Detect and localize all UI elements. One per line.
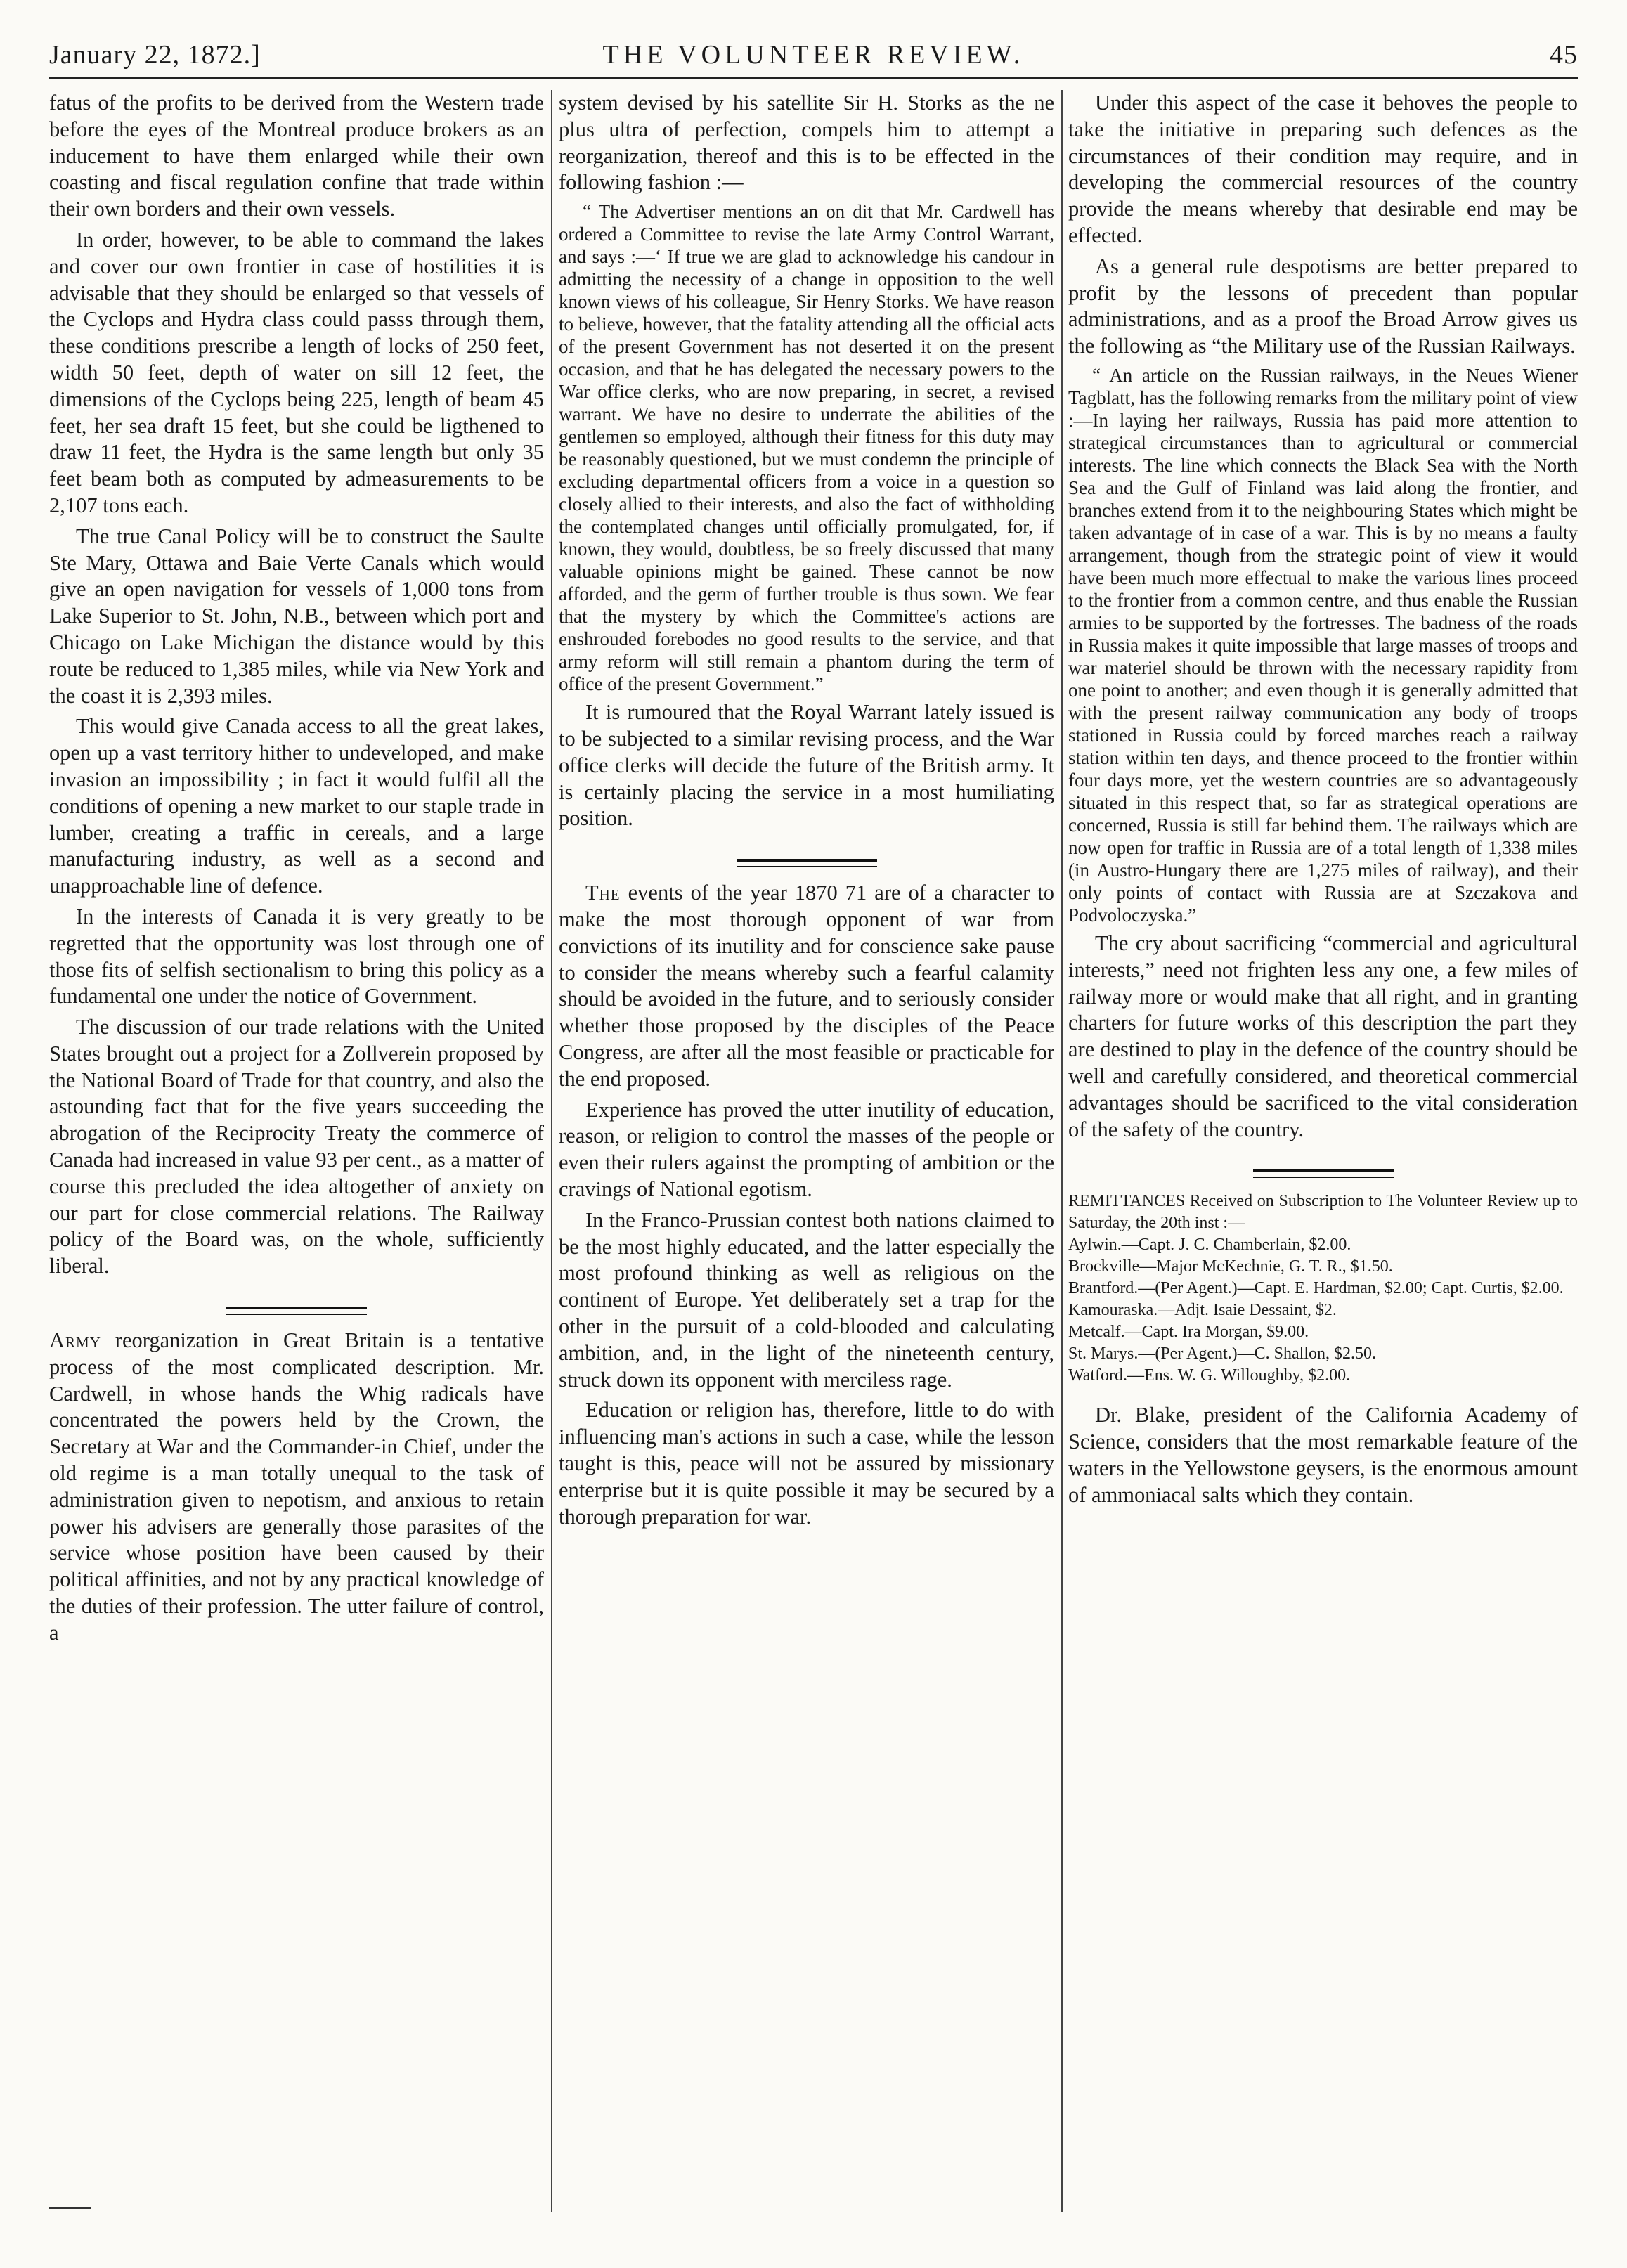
paragraph: It is rumoured that the Royal Warrant lately issued is to be subjected to a similar revising process, and the War office clerks will decide the future of the British army. It is certainly placing the service in a most humiliating position. <box>559 700 1054 831</box>
header-title: THE VOLUNTEER REVIEW. <box>602 40 1025 70</box>
paragraph: Dr. Blake, president of the California Academy of Science, considers that the most remarkable feature of the waters in the Yellowstone geysers, is the enormous amount of ammoniacal salts which they contain. <box>1068 1403 1578 1507</box>
paragraph: The discussion of our trade relations with the United States brought out a project for a Zollverein proposed by the National Board of Trade for that country, and also the astounding fact that for the five years succeeding the abrogation of the Reciprocity Treaty the commerce of Canada had increased in value 93 per cent., as a matter of course this precluded the idea altogether of anxiety on our part for close commercial relations. The Railway policy of the Board was, on the whole, sufficiently liberal. <box>49 1015 544 1278</box>
column-3 <box>1068 90 1578 2212</box>
paragraph: The cry about sacrificing “commercial and agricultural interests,” need not frighten less any one, a few miles of railway more or would make that all right, and in granting charters for future works of this description the part they are destined to play in the defence of the country should be well and carefully considered, and theoretical commercial advantages should be sacrificed to the vital consideration of the safety of the country. <box>1068 931 1578 1141</box>
header-page-number: 45 <box>1550 40 1578 70</box>
paragraph: This would give Canada access to all the great lakes, open up a vast territory hither to undeveloped, and make invasion an impossibility ; in fact it would fulfil all the conditions of opening a new market to our staple trade in lumber, creating a traffic in cereals, and a large manufacturing industry, as well as a second and unapproachable line of defence. <box>49 714 544 898</box>
bottom-rule <box>49 2207 91 2209</box>
article-army-reorganization <box>49 1328 544 1647</box>
paragraph: In the Franco-Prussian contest both nations claimed to be the most highly educated, and the latter especially the most profound thinking as well as religious on the continent of Europe. Yet deliberately set a trap for the other in the pursuit of a cold-blooded and calculating ambition, and, in the light of the nineteenth century, struck down its opponent with merciless rage. <box>559 1207 1054 1392</box>
paragraph: The true Canal Policy will be to construct the Saulte Ste Mary, Ottawa and Baie Verte Canals which would give an open navigation for vessels of 1,000 tons from Lake Superior to St. John, N.B., between which port and Chicago on Lake Michigan the distance would by this route be reduced to 1,385 miles, while via New York and the coast it is 2,393 miles. <box>49 524 544 708</box>
remittance-entry: Watford.—Ens. W. G. Willoughby, $2.00. <box>1068 1366 1351 1385</box>
column-separator <box>551 90 552 2212</box>
section-divider <box>49 1295 544 1311</box>
column-1 <box>49 90 544 2212</box>
section-divider <box>559 848 1054 863</box>
paragraph: system devised by his satellite Sir H. Storks as the ne plus ultra of perfection, compels him to attempt a reorganization, thereof and this is to be effected in the following fashion :— <box>559 91 1054 195</box>
remittances-heading: REMITTANCES Received on Subscription to The Volunteer Review up to Saturday, the 20th inst :— <box>1068 1192 1578 1233</box>
remittance-entry: Aylwin.—Capt. J. C. Chamberlain, $2.00. <box>1068 1236 1351 1255</box>
remittance-entry: St. Marys.—(Per Agent.)—C. Shallon, $2.50. <box>1068 1344 1376 1363</box>
paragraph: As a general rule despotisms are better prepared to profit by the lessons of precedent than popular administrations, and as a proof the Broad Arrow gives us the following as “the Military use of the Russian Railways. <box>1068 254 1578 358</box>
paragraph: Experience has proved the utter inutility of education, reason, or religion to control the masses of the people or even their rulers against the prompting of ambition or the cravings of National egotism. <box>559 1097 1054 1201</box>
article-text: events of the year 1870 71 are of a character to make the most thorough opponent of war from convictions of its inutility and for conscience sake pause to consider the means whereby such a fearful calamity should be avoided in the future, and to seriously consider whether those proposed by the disciples of the Peace Congress, are after all the most feasible or practicable for the end proposed. <box>559 881 1054 1091</box>
paragraph: Education or religion has, therefore, little to do with influencing man's actions in such a case, while the lesson taught is this, peace will not be assured by missionary enterprise but it is quite possible it may be secured by a thorough preparation for war. <box>559 1398 1054 1529</box>
block-quote <box>559 200 1054 695</box>
paragraph: fatus of the profits to be derived from the Western trade before the eyes of the Montreal produce brokers as an inducement to have them enlarged while their own coasting and fiscal regulation confine that trade within their own borders and their own vessels. <box>49 91 544 221</box>
column-separator <box>1061 90 1063 2212</box>
remittances-list <box>1068 1191 1578 1387</box>
remittance-entry: Kamouraska.—Adjt. Isaie Dessaint, $2. <box>1068 1301 1337 1320</box>
remittance-entry: Brantford.—(Per Agent.)—Capt. E. Hardman, $2.00; Capt. Curtis, $2.00. <box>1068 1279 1564 1298</box>
block-quote <box>1068 364 1578 926</box>
paragraph: In the interests of Canada it is very greatly to be regretted that the opportunity was lost through one of those fits of selfish sectionalism to bring this policy as a fundamental one under the notice of Government. <box>49 904 544 1009</box>
page-header <box>49 39 1578 82</box>
header-date: January 22, 1872.] <box>49 40 261 70</box>
column-2 <box>559 90 1054 2212</box>
quote-paragraph: “ The Advertiser mentions an on dit that Mr. Cardwell has ordered a Committee to revise the late Army Control Warrant, and says :—‘ If true we are glad to acknowledge his candour in admitting the necessity of a change in opposition to the well known views of his colleague, Sir Henry Storks. We have reason to believe, however, that the fatality attending all the official acts of the present Government has not deserted it on the present occasion, and that he has delegated the necessary powers to the War office clerks, who are now preparing, in secret, a revised warrant. We have no desire to underrate the abilities of the gentlemen so employed, although their fitness for this duty may be reasonably questioned, but we must condemn the principle of excluding departmental officers from a voice in a question so closely allied to their interests, and also the fact of withholding the contemplated changes until officially promulgated, for, if known, they would, doubtless, be so freely discussed that many valuable opinions might be gained. These cannot be now afforded, and the germ of further trouble is thus sown. We fear that the mystery by which the Committee's actions are enshrouded forebodes no good results to the service, and that army reform will still remain a phantom during the term of office of the present Government.” <box>559 201 1054 695</box>
quote-paragraph: “ An article on the Russian railways, in the Neues Wiener Tagblatt, has the following remarks from the military point of view :—In laying her railways, Russia has paid more attention to strategical circumstances than to agricultural or commercial interests. The line which connects the Black Sea with the North Sea and the Gulf of Finland was laid along the frontier, and branches extend from it to the neighbouring States which might be taken advantage of in case of a war. This is by no means a faulty arrangement, though from the strategic point of view it would have been much more effectual to make the various lines proceed to the frontier from a common centre, and thus enable the Russian armies to be supported by the fortresses. The badness of the roads in Russia makes it quite impossible that large masses of troops and war materiel should be thrown with the necessary rapidity from one point to another; and even though it is generally admitted that with the present railway communication any body of troops stationed in Russia could by forced marches reach a railway station within ten days, and thence proceed to the frontier within four days more, yet the western countries are so advantageously situated in this respect that, so far as strategical operations are concerned, Russia is still far behind them. The railways which are now open for traffic in Russia are of a total length of 1,338 miles (in Austro-Hungary there are 1,275 miles of railway), and their only points of contact with Russia are at Szczakova and Podvoloczyska.” <box>1068 364 1578 926</box>
article-events-of-year <box>559 880 1054 1092</box>
article-text: reorganization in Great Britain is a tentative process of the most complicated description. Mr. Cardwell, in whose hands the Whig radicals have concentrated the powers held by the Crown, the Secretary at War and the Commander-in Chief, under the old regime is a man totally unequal to the task of administration given to nepotism, and anxious to retain power his advisers are generally those parasites of the service whose position have been caused by their political affinities, and not by any practical knowledge of the duties of their profession. The utter failure of control, a <box>49 1328 544 1645</box>
lead-word: Army <box>49 1328 101 1353</box>
remittance-entry: Metcalf.—Capt. Ira Morgan, $9.00. <box>1068 1323 1309 1342</box>
remittance-entry: Brockville—Major McKechnie, G. T. R., $1.50. <box>1068 1257 1393 1276</box>
header-rule <box>49 77 1578 79</box>
lead-word: The <box>585 881 621 905</box>
section-divider <box>1068 1158 1578 1174</box>
paragraph: In order, however, to be able to command the lakes and cover our own frontier in case of hostilities it is advisable that they should be enlarged so that vessels of the Cyclops and Hydra class could passs through them, these conditions prescribe a length of locks of 250 feet, width 50 feet, depth of water on sill 12 feet, the dimensions of the Cyclops being 225, length of beam 45 feet, her sea draft 15 feet, but she could be ligthened to draw 11 feet, the Hydra is the same length but only 35 feet beam both as computed by admeasurements to be 2,107 tons each. <box>49 227 544 517</box>
paragraph: Under this aspect of the case it behoves the people to take the initiative in preparing such defences as the circumstances of their condition may require, and in developing the commercial resources of the country provide the means whereby that desirable end may be effected. <box>1068 91 1578 247</box>
